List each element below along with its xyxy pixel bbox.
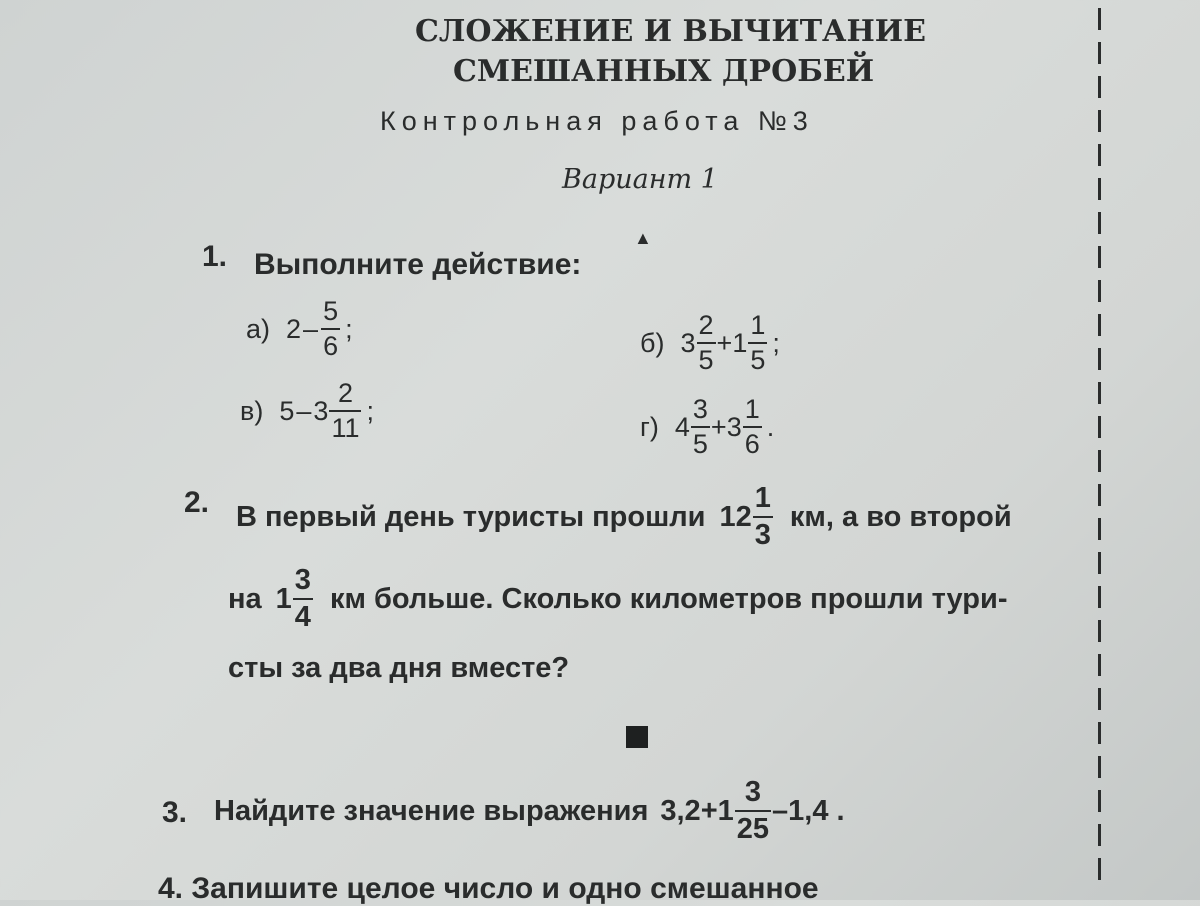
fraction-numerator: 2 — [337, 378, 353, 408]
item-b-label: б) — [640, 327, 665, 358]
fraction-denominator: 5 — [691, 426, 710, 458]
item-v-whole-2: 3 — [313, 395, 329, 426]
task2-line-2 — [228, 566, 1007, 632]
task2-line2-post: км больше. Сколько километров прошли тури- — [329, 582, 1008, 615]
fraction-denominator: 6 — [321, 328, 340, 360]
item-g-whole-2: 3 — [726, 411, 742, 442]
task3-text: Найдите значение выражения — [214, 794, 649, 827]
item-a-fraction — [321, 298, 340, 360]
item-b-op: + — [716, 327, 733, 358]
item-g-end: . — [766, 411, 775, 442]
fraction-denominator: 5 — [697, 342, 716, 374]
item-a-label: а) — [246, 313, 271, 344]
item-b-fraction-2 — [748, 312, 767, 374]
title-line-1: СЛОЖЕНИЕ И ВЫЧИТАНИЕ — [415, 14, 927, 49]
item-b-whole-2: 1 — [732, 327, 748, 358]
task2-line-1 — [236, 484, 1012, 550]
task1-item-b — [640, 312, 780, 374]
fraction-numerator: 1 — [754, 482, 771, 514]
fraction-numerator: 3 — [692, 394, 708, 424]
task1-number: 1. — [202, 240, 228, 273]
task2-line-3: сты за два дня вместе? — [228, 652, 570, 684]
task3-line — [214, 778, 845, 844]
task2-line2-pre: на — [228, 582, 262, 615]
item-g-fraction-1 — [691, 396, 710, 458]
task2-line1-pre: В первый день туристы прошли — [236, 500, 706, 533]
task2-line1-whole: 12 — [719, 500, 752, 533]
item-a-op: – — [303, 313, 319, 344]
task3-number: 3. — [162, 796, 188, 829]
item-v-whole: 5 — [279, 395, 295, 426]
item-v-fraction — [329, 380, 361, 442]
fraction-numerator: 1 — [744, 394, 760, 424]
item-g-label: г) — [640, 411, 659, 442]
task2-line1-fraction — [753, 484, 773, 550]
task4-partial: 4. Запишите целое число и одно смешанное — [158, 872, 819, 905]
task2-number: 2. — [184, 486, 210, 519]
item-g-fraction-2 — [743, 396, 762, 458]
fraction-numerator: 3 — [294, 564, 311, 596]
title-line-2: СМЕШАННЫХ ДРОБЕЙ — [453, 54, 875, 89]
item-v-label: в) — [240, 395, 264, 426]
task2-line1-post: км, а во второй — [789, 500, 1012, 533]
variant: Вариант 1 — [562, 164, 718, 195]
fraction-numerator: 3 — [744, 776, 761, 808]
task1-item-v — [240, 380, 374, 442]
item-b-whole-1: 3 — [680, 327, 696, 358]
fraction-numerator: 1 — [750, 310, 766, 340]
triangle-marker: ▲ — [634, 228, 652, 248]
task3-expr-pre: 3,2+1 — [660, 794, 734, 827]
fraction-denominator: 25 — [735, 810, 771, 844]
fraction-denominator: 11 — [329, 410, 361, 442]
fraction-denominator: 3 — [753, 516, 773, 550]
task1-text: Выполните действие: — [254, 248, 582, 281]
subtitle: Контрольная работа №3 — [380, 106, 814, 136]
fraction-denominator: 4 — [293, 598, 313, 632]
item-v-op: – — [296, 395, 312, 426]
item-g-whole-1: 4 — [674, 411, 690, 442]
fraction-denominator: 6 — [743, 426, 762, 458]
task1-item-g — [640, 396, 774, 458]
item-v-end: ; — [366, 395, 374, 426]
square-marker — [626, 726, 648, 748]
fraction-numerator: 2 — [698, 310, 714, 340]
item-a-whole: 2 — [286, 313, 302, 344]
task2-line2-fraction — [293, 566, 313, 632]
task3-fraction — [735, 778, 771, 844]
item-b-fraction-1 — [697, 312, 716, 374]
item-b-end: ; — [772, 327, 780, 358]
fraction-numerator: 5 — [323, 296, 339, 326]
task1-item-a — [246, 298, 353, 360]
fraction-denominator: 5 — [748, 342, 767, 374]
item-g-op: + — [710, 411, 727, 442]
task2-line2-whole: 1 — [275, 582, 292, 615]
item-a-end: ; — [345, 313, 353, 344]
task3-expr-post: –1,4 . — [772, 794, 845, 827]
